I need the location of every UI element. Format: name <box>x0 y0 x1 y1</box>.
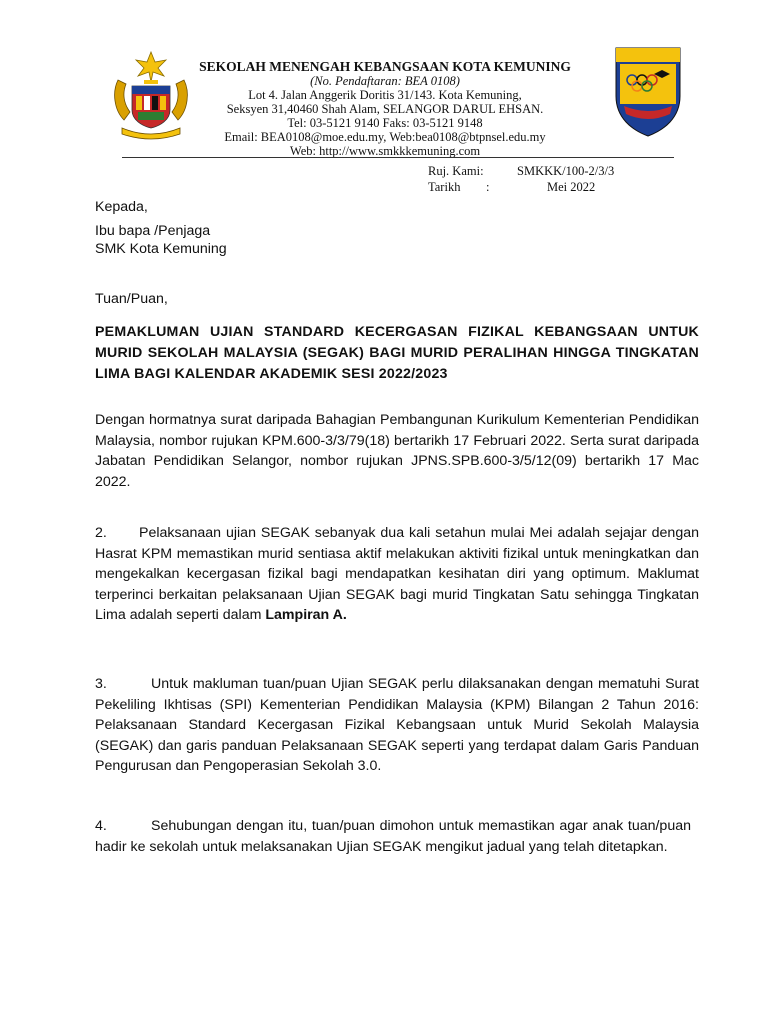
salutation: Tuan/Puan, <box>95 291 168 307</box>
email-line: Email: BEA0108@moe.edu.my, Web:bea0108@btpnsel.edu.my <box>224 130 546 144</box>
paragraph-4-text: Sehubungan dengan itu, tuan/puan dimohon untuk memastikan agar anak tuan/puan hadir ke sekolah untuk melaksanakan Ujian SEGAK mengikut jadual yang telah ditetapkan. <box>95 818 691 855</box>
date-colon: : <box>486 180 490 194</box>
paragraph-2-text: Pelaksanaan ujian SEGAK sebanyak dua kali setahun mulai Mei adalah sejajar dengan Hasrat KPM memastikan murid sentiasa aktif melakukan aktiviti fizikal untuk meningkatkan dan mengekalkan kecergasan fizikal bagi mendapatkan kesihatan diri yang optimum. Maklumat terperinci berkaitan pelaksanaan Ujian SEGAK bagi murid Tingkatan Satu sehingga Tingkatan Lima adalah seperti dalam <box>95 525 699 624</box>
letterhead-divider <box>122 157 674 158</box>
attachment-reference: Lampiran A. <box>265 607 347 624</box>
paragraph-3 <box>95 674 699 777</box>
letter-title: PEMAKLUMAN UJIAN STANDARD KECERGASAN FIZIKAL KEBANGSAAN UNTUK MURID SEKOLAH MALAYSIA (SEGAK) BAGI MURID PERALIHAN HINGGA TINGKATAN LIMA BAGI KALENDAR AKADEMIK SESI 2022/2023 <box>95 324 699 382</box>
registration-number: (No. Pendaftaran: BEA 0108) <box>310 74 460 88</box>
paragraph-4-number: 4. <box>95 818 107 834</box>
paragraph-3-number: 3. <box>95 676 107 692</box>
address-line-1: Lot 4. Jalan Anggerik Doritis 31/143. Kota Kemuning, <box>248 88 522 102</box>
date-label: Tarikh <box>428 180 461 194</box>
reference-label: Ruj. Kami: <box>428 164 484 178</box>
recipient-to: Kepada, <box>95 199 148 215</box>
school-crest-logo <box>610 44 686 140</box>
phone-fax: Tel: 03-5121 9140 Faks: 03-5121 9148 <box>287 116 483 130</box>
paragraph-4 <box>95 816 691 857</box>
paragraph-1: Dengan hormatnya surat daripada Bahagian Pembangunan Kurikulum Kementerian Pendidikan Malaysia, nombor rujukan KPM.600-3/3/79(18) bertarikh 17 Februari 2022. Serta surat daripada Jabatan Pendidikan Selangor, nombor rujukan JPNS.SPB.600-3/5/12(09) bertarikh 17 Mac 2022. <box>95 412 699 490</box>
paragraph-2 <box>95 523 699 626</box>
paragraph-3-text: Untuk makluman tuan/puan Ujian SEGAK perlu dilaksanakan dengan mematuhi Surat Pekeliling Ikhtisas (SPI) Kementerian Pendidikan Malaysia (KPM) Bilangan 2 Tahun 2016: Pelaksanaan Standard Kecergasan Fizikal Kebangsaan untuk Murid Sekolah Malaysia (SEGAK) dan garis panduan Pelaksanaan SEGAK seperti yang terdapat dalam Garis Panduan Pengurusan dan Pengoperasian Sekolah 3.0. <box>95 676 699 775</box>
school-name: SEKOLAH MENENGAH KEBANGSAAN KOTA KEMUNING <box>199 59 571 74</box>
website-line: Web: http://www.smkkkemuning.com <box>289 144 481 158</box>
reference-value: SMKKK/100-2/3/3 <box>517 164 615 178</box>
paragraph-2-number: 2. <box>95 525 107 541</box>
recipient-line-1: Ibu bapa /Penjaga <box>95 223 211 239</box>
date-value: Mei 2022 <box>547 180 596 194</box>
recipient-line-2: SMK Kota Kemuning <box>95 241 227 257</box>
address-line-2: Seksyen 31,40460 Shah Alam, SELANGOR DARUL EHSAN. <box>226 102 544 116</box>
